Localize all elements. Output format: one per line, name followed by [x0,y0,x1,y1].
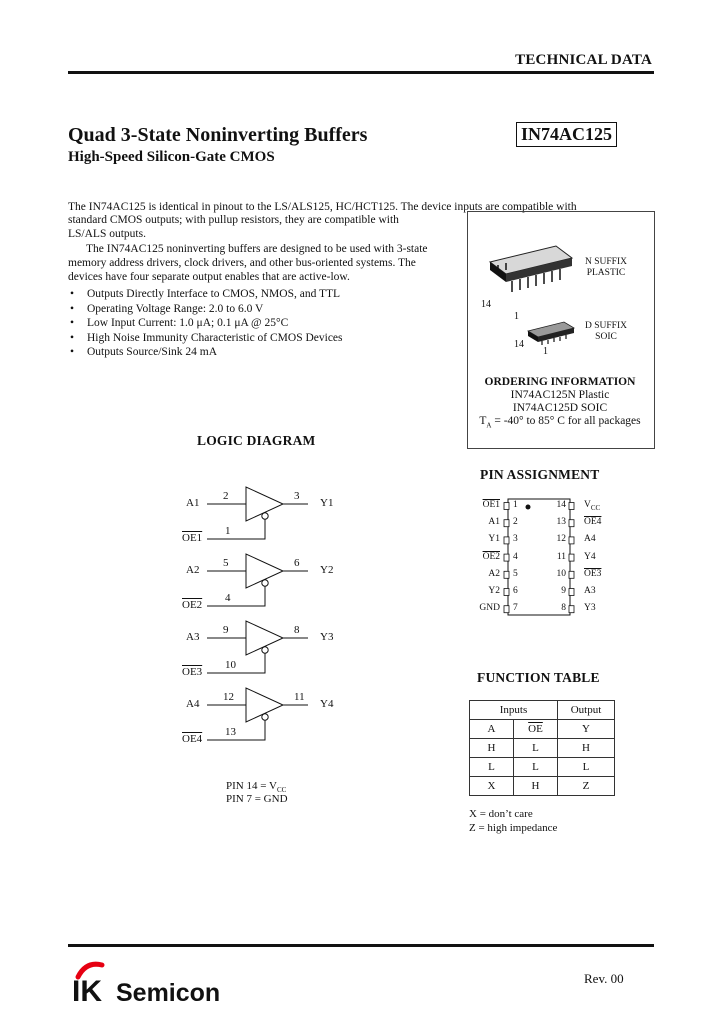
pin-square [569,571,574,578]
enable-wire [207,519,265,539]
pin-square [504,571,509,578]
n-suffix-label [574,257,638,279]
gate-input-pin: 9 [223,624,229,636]
power-pin14-prefix: PIN 14 = [226,780,269,792]
enable-bubble [262,513,268,519]
table-header-cell: A [470,720,514,739]
page-subtitle: High-Speed Silicon-Gate CMOS [68,149,275,165]
ta-text: = -40° to 85° C for all packages [491,415,641,427]
header-rule [68,71,654,74]
n-suffix-text: N SUFFIX [585,257,627,267]
gate-enable-pin: 1 [225,525,231,537]
logo-text: Semicon [116,979,221,1005]
table-note-z: Z = high impedance [469,822,558,834]
pin-square [504,554,509,561]
dip-package-drawing [490,246,572,292]
table-row [470,720,615,739]
enable-wire [207,586,265,606]
dip-pin1-label: 1 [514,311,519,322]
function-table [469,700,615,796]
n-type-text: PLASTIC [586,268,626,278]
pin-name-left: A1 [488,517,500,528]
table-group-output: Output [558,701,615,720]
ordering-ta-line [468,415,652,432]
pin-number-left: 3 [513,534,518,545]
pin-square [504,589,509,596]
table-cell: Z [558,777,615,796]
pin-number-right: 14 [556,500,566,510]
pin-number-left: 1 [513,500,518,510]
ta-symbol: T [479,415,487,427]
pin-number-right: 8 [561,603,566,614]
table-cell: L [514,739,558,758]
power-pin14-name: V [268,780,277,792]
feature-item: • High Noise Immunity Characteristic of CMOS Devices [70,331,343,346]
d-type-text: SOIC [595,332,617,342]
pin-name-left: Y1 [488,534,500,545]
pin-number-right: 12 [556,534,566,545]
table-header-cell: $\overline{OE}$ [514,720,558,739]
function-table-heading: FUNCTION TABLE [477,670,600,685]
pin-number-left: 7 [513,603,518,614]
pin-name-right: $V_{CC}$ [584,500,601,512]
gate-enable-label: OE4 [182,733,203,745]
gate-output-pin: 6 [294,557,300,569]
pin-name-right: A4 [584,534,596,545]
description-line-4: The IN74AC125 noninverting buffers are designed to be used with 3-state [86,243,428,255]
footer-rule [68,944,654,947]
pin-number-left: 4 [513,551,518,562]
gate-input-pin: 5 [223,557,229,569]
soic-pin14-label: 14 [514,339,524,350]
pin-square [569,520,574,527]
description-line-2: standard CMOS outputs; with pullup resistors, they are compatible with [68,214,399,226]
pin-name-left: GND [479,603,500,614]
pin-name-right: OE3 [584,568,602,579]
pin-name-right: Y4 [584,551,596,562]
pin-number-right: 13 [556,517,566,528]
table-cell: L [558,758,615,777]
table-cell: L [514,758,558,777]
pin-square [569,606,574,613]
feature-item: • Low Input Current: 1.0 μA; 0.1 μA @ 25°C [70,316,343,331]
pin-number-right: 9 [561,586,566,596]
pin-name-right: OE4 [584,517,602,528]
pin-number-left: 5 [513,568,518,579]
table-row [470,777,615,796]
ordering-heading: ORDERING INFORMATION [484,376,636,388]
pin-square [504,503,509,510]
table-cell: X [470,777,514,796]
pin-number-right: 11 [556,551,566,562]
part-number-box: IN74AC125 [516,122,617,147]
gate-output-pin: 3 [294,490,300,502]
gate-enable-label: OE3 [182,666,203,678]
gate-input-pin: 12 [223,691,234,703]
table-cell: H [470,739,514,758]
feature-item: • Operating Voltage Range: 2.0 to 6.0 V [70,302,343,317]
table-row [470,739,615,758]
enable-bubble [262,647,268,653]
power-pin-7: PIN 7 = GND [226,793,288,805]
gate-input-label: A2 [186,564,200,576]
table-cell: H [558,739,615,758]
table-group-inputs: Inputs [470,701,558,720]
pin-name-right: Y3 [584,603,596,614]
logo-prefix: IK [72,975,102,1005]
table-cell: H [514,777,558,796]
gate-output-label: Y1 [320,497,334,509]
soic-package-drawing [528,322,574,345]
pin-square [504,520,509,527]
pin-square [504,606,509,613]
gate-enable-pin: 4 [225,592,231,604]
description-line-3: LS/ALS outputs. [68,228,146,240]
pin-number-right: 10 [556,568,566,579]
ordering-line-1: IN74AC125N Plastic [510,389,610,401]
description-line-5: memory address drivers, clock drivers, and other bus-oriented systems. The [68,257,416,269]
d-suffix-text: D SUFFIX [585,321,627,331]
d-suffix-label [574,321,638,343]
enable-bubble [262,714,268,720]
logo-mark [72,955,262,1005]
pin-name-right: A3 [584,586,596,596]
pin-name-left: OE1 [482,500,500,510]
pin-name-left: A2 [488,568,500,579]
gate-output-label: Y4 [320,698,334,710]
header-label: TECHNICAL DATA [515,52,652,68]
gate-input-label: A4 [186,698,200,710]
table-cell: L [470,758,514,777]
description-line-1: The IN74AC125 is identical in pinout to the LS/ALS125, HC/HCT125. The device inputs are compatible with [68,201,577,213]
pin-square [569,537,574,544]
table-row [470,701,615,720]
ordering-line-2: IN74AC125D SOIC [512,402,608,414]
ik-semicon-logo [72,955,262,1010]
gate-output-label: Y3 [320,631,334,643]
gate-input-label: A3 [186,631,200,643]
table-header-cell: Y [558,720,615,739]
pin-number-left: 6 [513,586,518,596]
pin-square [569,503,574,510]
power-pin14-sub: CC [276,786,287,795]
pin-square [569,589,574,596]
gate-output-label: Y2 [320,564,334,576]
gate-input-label: A1 [186,497,200,509]
pin-name-left: OE2 [482,551,500,562]
gate-enable-pin: 13 [225,726,236,738]
gate-input-pin: 2 [223,490,229,502]
feature-list [70,287,343,360]
table-row [470,758,615,777]
feature-item: • Outputs Directly Interface to CMOS, NMOS, and TTL [70,287,343,302]
pin-assignment-heading: PIN ASSIGNMENT [480,467,600,482]
pin-name-left: Y2 [488,586,500,596]
enable-wire [207,653,265,673]
enable-bubble [262,580,268,586]
pin-square [504,537,509,544]
dip-pin14-label: 14 [481,299,491,310]
gate-output-pin: 11 [294,691,305,703]
page-title: Quad 3-State Noninverting Buffers [68,124,368,146]
logic-diagram-heading: LOGIC DIAGRAM [197,433,316,448]
table-note-x: X = don’t care [469,808,533,820]
description-line-6: devices have four separate output enables that are active-low. [68,271,350,283]
ordering-info [468,376,652,432]
enable-wire [207,720,265,740]
logic-diagram [175,485,355,755]
gate-enable-label: OE1 [182,532,203,544]
revision-label: Rev. 00 [584,971,624,986]
pin-square [569,554,574,561]
gate-output-pin: 8 [294,624,300,636]
pin-number-left: 2 [513,517,518,528]
gate-enable-pin: 10 [225,659,236,671]
ta-sub: A [486,421,492,430]
soic-pin1-label: 1 [543,346,548,357]
gate-enable-label: OE2 [182,599,203,611]
feature-item: • Outputs Source/Sink 24 mA [70,345,343,360]
